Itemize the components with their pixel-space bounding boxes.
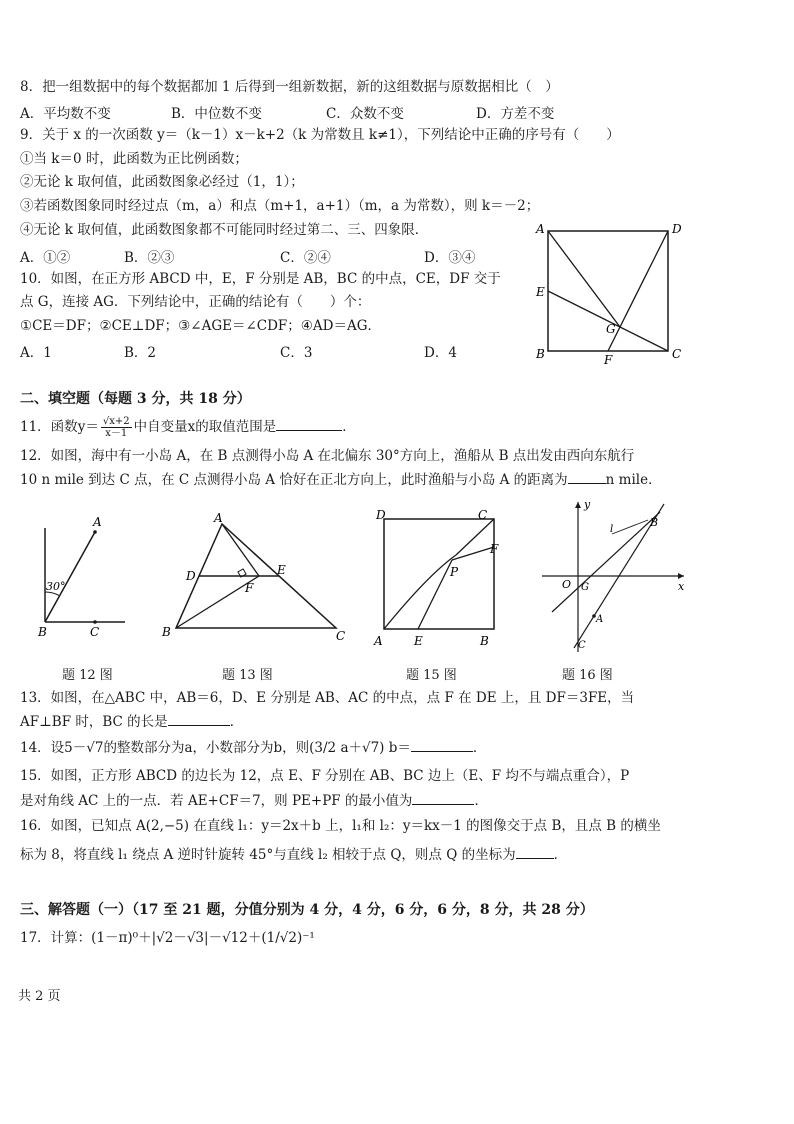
fig16-label-c: C (578, 640, 586, 651)
fig16-label-y: y (584, 498, 591, 511)
q12-answer-blank[interactable] (568, 483, 606, 484)
q9-item-2: ②无论 k 取何值，此函数图象必经过（1，1）； (20, 174, 304, 190)
q13-line-1: 13．如图，在△ABC 中，AB＝6，D、E 分别是 AB、AC 的中点，点 F 在 DE 上，且 DF＝3FE，当 (20, 690, 635, 706)
q9-option-b: B．②③ (124, 250, 175, 266)
q16-answer-blank[interactable] (516, 858, 554, 859)
q11-suffix: 中自变量x的取值范围是 (133, 419, 277, 435)
q14-end: ． (472, 740, 487, 756)
q15-line-2-text: 是对角线 AC 上的一点．若 AE+CF＝7，则 PE+PF 的最小值为 (20, 793, 413, 809)
q9-option-c: C．②④ (280, 250, 331, 266)
q11-answer-blank[interactable] (276, 430, 342, 431)
section-2-heading: 二、填空题（每题 3 分，共 18 分） (20, 391, 251, 407)
q16-line-2 (20, 846, 567, 864)
figure-12 (30, 510, 140, 650)
q10-square-figure (530, 218, 690, 368)
figure-15 (368, 505, 518, 653)
fig15-label-c: C (478, 508, 488, 522)
q8-stem: 8．把一组数据中的每个数据都加 1 后得到一组新数据，新的这组数据与原数据相比（ ） (20, 79, 559, 95)
q10-option-c: C．3 (280, 345, 313, 361)
q9-option-a: A．①② (20, 250, 71, 266)
fig16-caption: 题 16 图 (562, 668, 613, 683)
q16-line-1: 16．如图，已知点 A(2,−5) 在直线 l₁：y＝2x＋b 上，l₁和 l₂：y＝kx－1 的图像交于点 B，且点 B 的横坐 (20, 818, 661, 834)
q17-line: 17．计算：(1－π)⁰＋|√2－√3|－√12＋(1/√2)⁻¹ (20, 930, 315, 946)
q13-answer-blank[interactable] (168, 725, 230, 726)
q12-line-2 (20, 471, 662, 489)
fig15-caption: 题 15 图 (406, 668, 457, 683)
fig13-label-b: B (162, 625, 171, 639)
fig13-label-e: E (277, 563, 286, 577)
fig13-label-f: F (245, 581, 254, 595)
q11-denominator: x－1 (105, 428, 128, 439)
q15-line-1: 15．如图，正方形 ABCD 的边长为 12，点 E、F 分别在 AB、BC 边上（E、F 均不与端点重合），P (20, 768, 630, 784)
q10-label-g: G (606, 322, 616, 336)
fig15-label-b: B (480, 634, 489, 648)
fig13-label-d: D (186, 569, 196, 583)
q12-line-2-end: n mile． (605, 472, 662, 488)
q14-expression: (3/2 a＋√7) b＝ (309, 740, 411, 756)
q13-line-2 (20, 713, 243, 731)
fig13-caption: 题 13 图 (222, 668, 273, 683)
q15-line-2 (20, 792, 488, 810)
fig12-caption: 题 12 图 (62, 668, 113, 683)
q10-line-3: ①CE＝DF；②CE⊥DF；③∠AGE＝∠CDF；④AD＝AG． (20, 318, 381, 334)
q11-end: ． (342, 419, 356, 435)
q8-option-b: B．中位数不变 (171, 106, 262, 122)
q10-label-a: A (536, 222, 545, 236)
q16-line-2-end: ． (553, 847, 568, 863)
q13-line-2-end: ． (229, 714, 244, 730)
q11-prefix: 11．函数 (20, 419, 78, 435)
section-3-heading: 三、解答题（一）（17 至 21 题，分值分别为 4 分，4 分，6 分，6 分，8 分，共 28 分） (20, 902, 594, 918)
q10-line-1: 10．如图，在正方形 ABCD 中，E，F 分别是 AB，BC 的中点，CE，DF 交于 (20, 271, 501, 287)
q15-line-2-end: ． (474, 793, 488, 809)
fig12-angle-label: 30° (46, 580, 66, 593)
q8-option-d: D．方差不变 (476, 106, 555, 122)
q12-line-1: 12．如图，海中有一小岛 A，在 B 点测得小岛 A 在北偏东 30°方向上，渔船从 B 点出发由西向东航行 (20, 448, 635, 464)
fig13-label-a: A (214, 511, 223, 525)
fig13-label-c: C (336, 629, 346, 643)
q12-line-2-text: 10 n mile 到达 C 点，在 C 点测得小岛 A 恰好在正北方向上，此时渔船与小岛 A 的距离为 (20, 472, 568, 488)
fig12-label-a: A (93, 515, 102, 529)
q10-option-d: D．4 (424, 345, 457, 361)
q10-option-a: A．1 (20, 345, 52, 361)
fig15-label-e: E (414, 634, 423, 648)
q9-option-d: D．③④ (424, 250, 476, 266)
q10-label-c: C (672, 347, 682, 361)
figure-16 (538, 498, 688, 656)
fig16-label-x: x (678, 580, 685, 593)
q14-answer-blank[interactable] (411, 751, 473, 752)
fig12-label-c: C (90, 625, 100, 639)
q9-item-3: ③若函数图象同时经过点（m，a）和点（m+1，a+1）（m，a 为常数），则 k＝－2； (20, 198, 540, 214)
q14-text: 14．设5－√7的整数部分为a，小数部分为b，则 (20, 740, 310, 756)
q8-option-c: C．众数不变 (326, 106, 404, 122)
q11-line (20, 416, 356, 440)
q11-y: y＝ (77, 419, 99, 435)
q14-line (20, 739, 486, 757)
fig16-label-l: l (610, 524, 614, 535)
q9-stem: 9．关于 x 的一次函数 y＝（k－1）x－k+2（k 为常数且 k≠1），下列结论中正确的序号有（ ） (20, 127, 620, 143)
q10-option-b: B．2 (124, 345, 157, 361)
fig15-label-d: D (376, 508, 386, 522)
fig16-label-g: G (581, 582, 589, 593)
q11-numerator: √x+2 (102, 416, 130, 427)
q10-label-b: B (536, 347, 545, 361)
fig16-label-o: O (562, 578, 572, 591)
fig15-label-p: P (450, 565, 459, 579)
q15-answer-blank[interactable] (412, 804, 474, 805)
q16-line-2-text: 标为 8，将直线 l₁ 绕点 A 逆时针旋转 45°与直线 l₂ 相较于点 Q，则点 Q 的坐标为 (20, 847, 516, 863)
q8-option-a: A．平均数不变 (20, 106, 111, 122)
page-count-footer: 共 2 页 (18, 989, 61, 1004)
q11-fraction (101, 416, 132, 439)
q9-item-4: ④无论 k 取何值，此函数图象都不可能同时经过第二、三、四象限． (20, 222, 429, 238)
fig15-label-f: F (490, 542, 499, 556)
q10-label-d: D (672, 222, 682, 236)
fig12-label-b: B (38, 625, 47, 639)
figure-13 (158, 510, 358, 650)
fig16-label-b: B (650, 516, 659, 529)
q10-label-f: F (604, 353, 613, 367)
fig16-label-a: A (596, 614, 604, 625)
q9-item-1: ①当 k＝0 时，此函数为正比例函数； (20, 151, 248, 167)
fig15-label-a: A (374, 634, 383, 648)
q13-line-2-text: AF⊥BF 时，BC 的长是 (20, 714, 168, 730)
q10-line-2: 点 G，连接 AG．下列结论中，正确的结论有（ ）个： (20, 294, 371, 310)
q10-label-e: E (536, 285, 545, 299)
